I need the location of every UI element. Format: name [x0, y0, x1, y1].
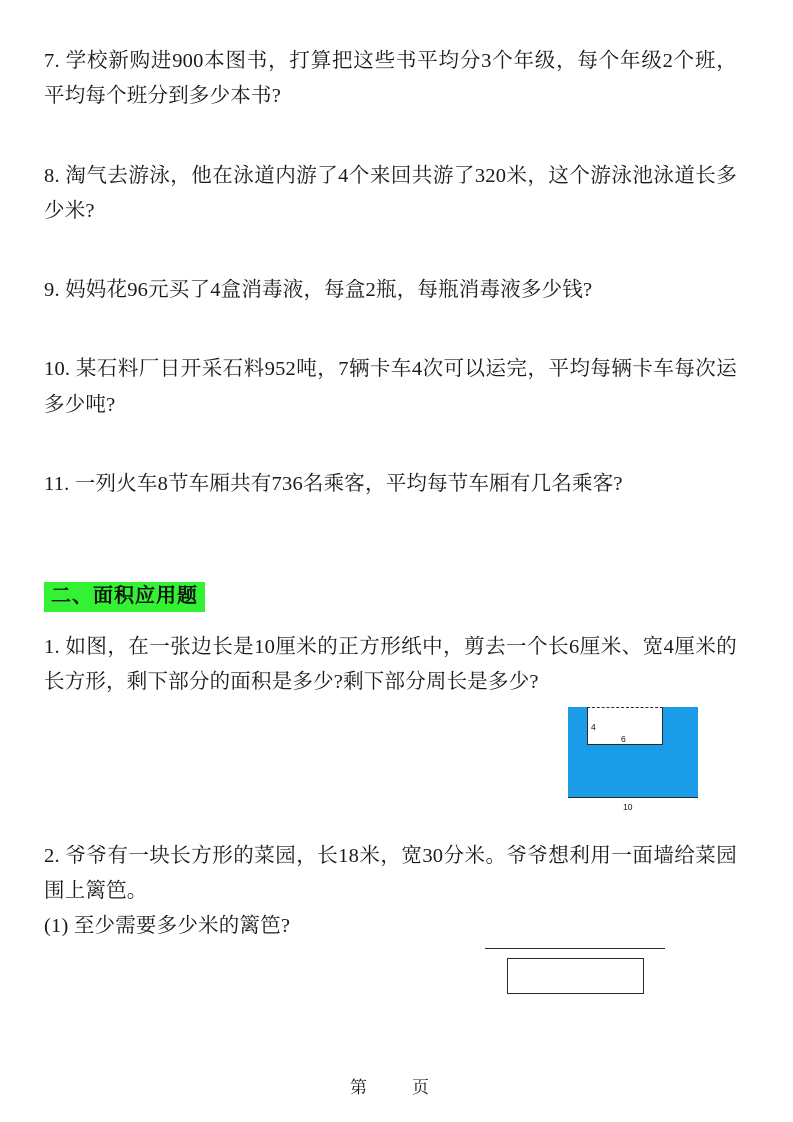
figure-fence-wrap	[44, 944, 737, 1019]
spacer	[44, 502, 737, 546]
spacer	[44, 308, 737, 352]
section-two-heading-wrap	[44, 582, 737, 612]
area-question-2: 2. 爷爷有一块长方形的菜园，长18米，宽30分米。爷爷想利用一面墙给菜园围上篱笆。	[44, 844, 737, 902]
area-question-2-sub1: (1) 至少需要多少米的篱笆?	[44, 915, 291, 937]
question-10: 10. 某石料厂日开采石料952吨，7辆卡车4次可以运完，平均每辆卡车每次运多少吨?	[44, 358, 737, 416]
area-question-1: 1. 如图，在一张边长是10厘米的正方形纸中，剪去一个长6厘米、宽4厘米的长方形，剩下部分的面积是多少?剩下部分周长是多少?	[44, 636, 737, 694]
spacer	[44, 423, 737, 467]
figure-square-cutout	[560, 707, 712, 817]
question-7: 7. 学校新购进900本图书，打算把这些书平均分3个年级，每个年级2个班，平均每个班分到多少本书?	[44, 50, 737, 108]
question-9: 9. 妈妈花96元买了4盒消毒液，每盒2瓶，每瓶消毒液多少钱?	[44, 279, 593, 301]
figure-base-line	[568, 797, 698, 798]
spacer	[44, 821, 737, 839]
figure-label-width: 4	[591, 721, 596, 732]
figure-label-side: 10	[623, 801, 633, 812]
figure-label-length: 6	[621, 733, 626, 744]
figure-cutout-dashed-top	[587, 707, 663, 708]
figure-garden-rect	[507, 958, 644, 994]
section-two-title: 二、面积应用题	[44, 582, 205, 612]
spacer	[44, 612, 737, 630]
spacer	[44, 546, 737, 582]
question-8: 8. 淘气去游泳，他在泳道内游了4个来回共游了320米，这个游泳池泳道长多少米?	[44, 164, 737, 222]
figure-square-cutout-wrap	[44, 701, 737, 821]
figure-wall-line	[485, 948, 665, 949]
question-11: 11. 一列火车8节车厢共有736名乘客，平均每节车厢有几名乘客?	[44, 472, 623, 495]
page-footer: 第 页	[350, 1078, 443, 1097]
figure-fence	[485, 948, 665, 1004]
spacer	[44, 229, 737, 273]
spacer	[44, 115, 737, 159]
